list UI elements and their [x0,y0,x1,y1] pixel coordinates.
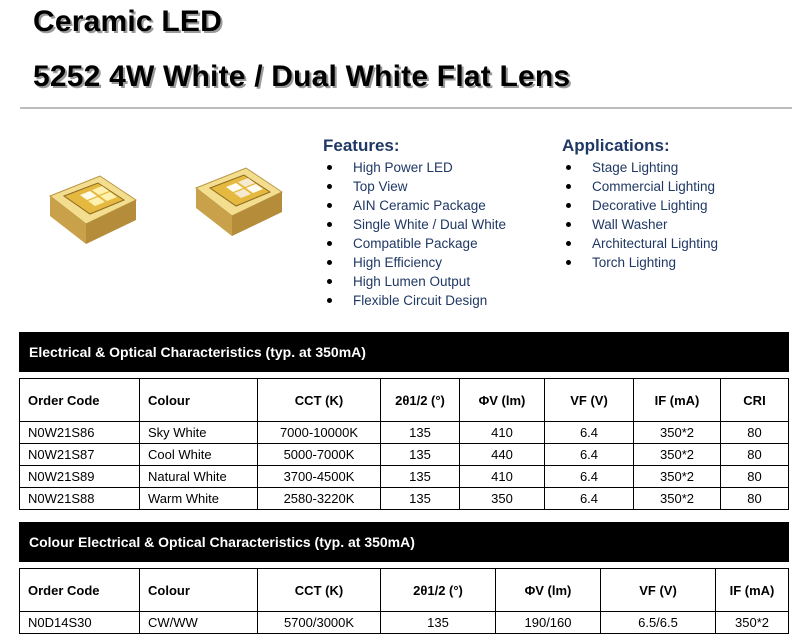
table-row [20,488,789,510]
cell: Cool White [140,444,258,466]
column-header: Colour [140,379,258,422]
features-heading: Features: [323,136,400,155]
title-line-2: 5252 4W White / Dual White Flat Lens [33,60,571,93]
feature-item: Flexible Circuit Design [323,291,506,310]
cell: 5700/3000K [258,612,381,634]
cell: 6.5/6.5 [601,612,716,634]
column-header: IF (mA) [716,569,789,612]
cell: 80 [721,422,789,444]
cell: 80 [721,444,789,466]
cell: N0W21S87 [20,444,140,466]
cell: 5000-7000K [258,444,381,466]
cell: 2580-3220K [258,488,381,510]
feature-item: High Lumen Output [323,272,506,291]
colour-electrical-optical-table [19,522,789,634]
column-header: VF (V) [545,379,634,422]
column-header: 2θ1/2 (°) [381,569,496,612]
application-item: Architectural Lighting [562,234,718,253]
cell: 440 [460,444,545,466]
electrical-optical-table [19,332,789,510]
application-item: Stage Lighting [562,158,718,177]
column-header: IF (mA) [634,379,721,422]
table-row [20,612,789,634]
cell: 350*2 [634,466,721,488]
column-header: Colour [140,569,258,612]
feature-item: Top View [323,177,506,196]
column-header: Order Code [20,569,140,612]
cell: N0W21S89 [20,466,140,488]
cell: 350 [460,488,545,510]
cell: Natural White [140,466,258,488]
cell: 6.4 [545,488,634,510]
applications-list [562,158,718,272]
table-header-row [20,569,789,612]
table-row [20,466,789,488]
cell: 350*2 [634,422,721,444]
column-header: ΦV (lm) [460,379,545,422]
cell: Sky White [140,422,258,444]
cell: 135 [381,422,460,444]
cell: N0W21S88 [20,488,140,510]
column-header: VF (V) [601,569,716,612]
column-header: 2θ1/2 (°) [381,379,460,422]
cell: 350*2 [634,444,721,466]
cell: 6.4 [545,466,634,488]
cell: 135 [381,612,496,634]
cell: 6.4 [545,444,634,466]
cell: 410 [460,422,545,444]
feature-item: Compatible Package [323,234,506,253]
column-header: CCT (K) [258,379,381,422]
feature-item: AIN Ceramic Package [323,196,506,215]
cell: CW/WW [140,612,258,634]
cell: N0W21S86 [20,422,140,444]
title-line-1: Ceramic LED [33,5,222,38]
cell: 3700-4500K [258,466,381,488]
feature-item: Single White / Dual White [323,215,506,234]
application-item: Wall Washer [562,215,718,234]
cell: 135 [381,488,460,510]
application-item: Decorative Lighting [562,196,718,215]
table-title: Colour Electrical & Optical Characteristics (typ. at 350mA) [20,523,789,562]
cell: 350*2 [634,488,721,510]
title-divider [20,107,792,109]
application-item: Commercial Lighting [562,177,718,196]
column-header: ΦV (lm) [496,569,601,612]
cell: 80 [721,488,789,510]
cell: 135 [381,466,460,488]
cell: 350*2 [716,612,789,634]
table-title: Electrical & Optical Characteristics (typ. at 350mA) [20,333,789,372]
cell: 410 [460,466,545,488]
column-header: Order Code [20,379,140,422]
cell: 80 [721,466,789,488]
features-list [323,158,506,310]
cell: N0D14S30 [20,612,140,634]
cell: 6.4 [545,422,634,444]
column-header: CRI [721,379,789,422]
cell: 7000-10000K [258,422,381,444]
table-row [20,422,789,444]
led-dual-white-icon [186,160,286,242]
column-header: CCT (K) [258,569,381,612]
cell: Warm White [140,488,258,510]
feature-item: High Efficiency [323,253,506,272]
applications-heading: Applications: [562,136,670,155]
application-item: Torch Lighting [562,253,718,272]
cell: 190/160 [496,612,601,634]
feature-item: High Power LED [323,158,506,177]
cell: 135 [381,444,460,466]
led-single-white-icon [40,168,140,250]
table-row [20,444,789,466]
table-header-row [20,379,789,422]
